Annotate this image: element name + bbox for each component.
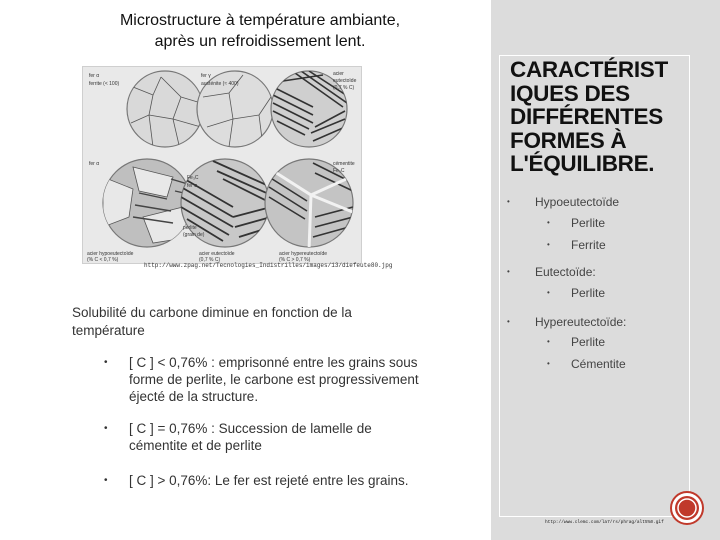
label-acier-eutectoide-top: acier	[333, 71, 344, 77]
solubility-text: Solubilité du carbone diminue en fonction de la température	[72, 305, 352, 338]
list-item-label: Eutectoïde:	[535, 265, 596, 279]
carbon-bullet-list	[104, 354, 434, 507]
label-cementite: cémentite	[333, 161, 355, 167]
list-item-label: Hypoeutectoïde	[535, 195, 620, 209]
label-fe3c: Fe₃C	[333, 168, 345, 174]
label-hyper-percent: (% C > 0,7 %)	[279, 257, 311, 263]
list-item	[104, 472, 434, 489]
list-item	[104, 420, 434, 454]
panel-source-url[interactable]: http://www.clemc.com/la7/rs/phrag/alt5%0.gif	[545, 520, 664, 525]
ferrite-micrograph	[127, 71, 203, 147]
bullet-dot-icon: •	[547, 240, 550, 249]
bullet-dot-icon: •	[547, 337, 550, 346]
label-fer-alpha-3: fer α	[187, 183, 198, 189]
label-acier-eutectoide-bottom: acier eutectoïde	[199, 251, 235, 257]
label-fer-gamma: fer γ	[201, 73, 211, 79]
heading-line: IQUES DES	[510, 80, 630, 106]
bullet-dot-icon: •	[507, 197, 510, 206]
panel-heading	[510, 58, 690, 176]
label-austenite: austénite (≈ 400)	[201, 81, 239, 87]
bullet-text: [ C ] < 0,76% : emprisonné entre les grains sous forme de perlite, le carbone est progressivement éjecté de la structure.	[129, 355, 419, 404]
label-perlite: perlite	[183, 225, 197, 231]
list-item-label: Perlite	[571, 286, 606, 300]
label-grain-de: (grain de)	[183, 232, 205, 238]
microstructure-figure	[82, 66, 362, 264]
heading-line: CARACTÉRIST	[510, 57, 668, 82]
label-fe3c-center: Fe₃C	[187, 175, 199, 181]
label-eutectoide-percent: (0,7 % C)	[199, 257, 221, 263]
bullet-text: [ C ] = 0,76% : Succession de lamelle de cémentite et de perlite	[129, 421, 372, 453]
list-item-label: Ferrite	[571, 238, 606, 252]
figure-source-url[interactable]: http://www.zpag.net/Tecnologies_Indistrilles/images/13/diefeute80.jpg	[144, 262, 393, 269]
label-acier-hypoeutectoide: acier hypoeutectoïde	[87, 251, 134, 257]
list-item-label: Perlite	[571, 216, 606, 230]
label-hypo-percent: (% C < 0,7 %)	[87, 257, 119, 263]
label-ferrite: ferrite (< 100)	[89, 81, 120, 87]
circle-logo-icon[interactable]	[670, 491, 704, 525]
list-item-label: Perlite	[571, 335, 606, 349]
label-eutectoide-top: eutectoïde	[333, 78, 357, 84]
slide-title	[60, 10, 460, 52]
heading-line: L'ÉQUILIBRE.	[510, 151, 655, 176]
slide-title-line1: Microstructure à température ambiante,	[119, 12, 401, 29]
slide-title-line2: après un refroidissement lent.	[154, 33, 366, 50]
bullet-dot-icon: •	[104, 475, 108, 486]
bullet-text: [ C ] > 0,76%: Le fer est rejeté entre les grains.	[129, 473, 409, 488]
list-item	[104, 354, 434, 405]
list-item-label: Hypereutectoïde:	[535, 315, 627, 329]
bullet-dot-icon: •	[547, 218, 550, 227]
heading-line: FORMES À	[510, 127, 627, 153]
heading-line: DIFFÉRENTES	[510, 104, 663, 129]
label-0-7-top: (0,7 % C)	[333, 85, 355, 91]
list-item-label: Cémentite	[571, 357, 626, 371]
microstructure-diagram	[83, 67, 361, 263]
bullet-dot-icon: •	[547, 288, 550, 297]
hypoeutectoid-micrograph	[103, 159, 193, 247]
label-fer-alpha: fer α	[89, 73, 100, 79]
label-acier-hypereutectoide: acier hypereutectoïde	[279, 251, 328, 257]
bullet-dot-icon: •	[547, 359, 550, 368]
bullet-dot-icon: •	[507, 267, 510, 276]
bullet-dot-icon: •	[104, 357, 108, 368]
bullet-dot-icon: •	[507, 317, 510, 326]
bullet-dot-icon: •	[104, 423, 108, 434]
label-fer-alpha-2: fer α	[89, 161, 100, 167]
